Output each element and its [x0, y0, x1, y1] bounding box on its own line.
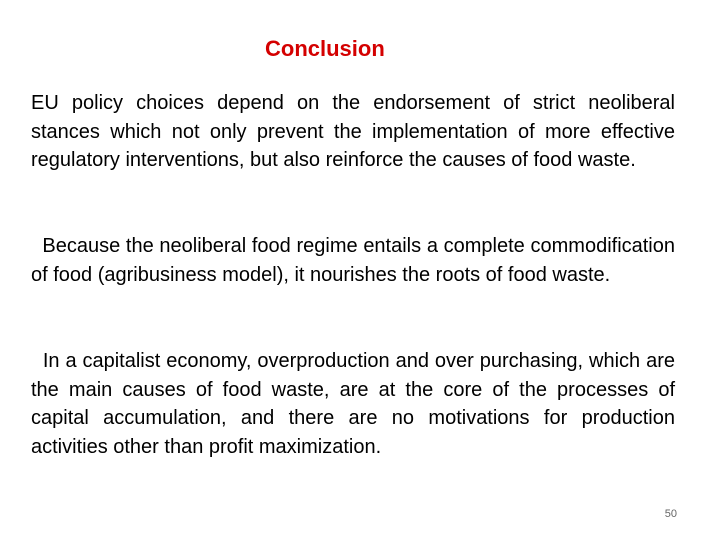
paragraph-capitalist-economy: In a capitalist economy, overproduction and over purchasing, which are the main causes of food waste, are at the core of the processes of capital accumulation, and there are no motivations for production activities other than profit maximization.	[31, 350, 675, 458]
page-number: 50	[664, 508, 677, 520]
paragraph-policy-choices: EU policy choices depend on the endorsement of strict neoliberal stances which not only prevent the implementation of more effective regulatory interventions, but also reinforce the causes of food waste.	[31, 92, 675, 171]
paragraph-neoliberal-regime: Because the neoliberal food regime entails a complete commodification of food (agribusiness model), it nourishes the roots of food waste.	[31, 235, 675, 286]
slide-title: Conclusion	[265, 36, 385, 61]
